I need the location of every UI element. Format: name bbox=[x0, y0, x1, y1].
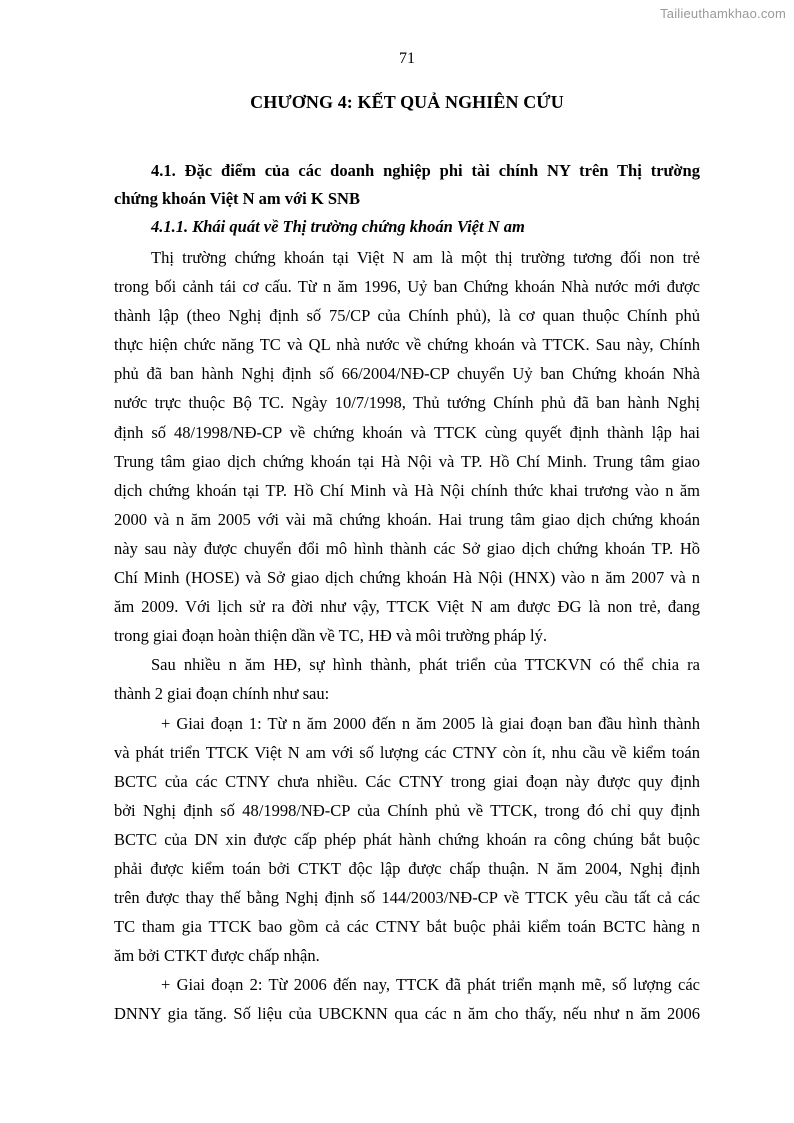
text-line: + Giai đoạn 1: Từ n ăm 2000 đến n ăm 2005 là giai đoạn ban đầu hình thành bbox=[161, 713, 700, 733]
bullet-paragraph bbox=[114, 709, 700, 971]
text-line: dịch chứng khoán tại TP. Hồ Chí Minh và Hà Nội chính thức khai trương vào n ăm bbox=[114, 480, 700, 500]
text-line: + Giai đoạn 2: Từ 2006 đến nay, TTCK đã phát triển mạnh mẽ, số lượng các bbox=[161, 975, 700, 995]
text-line: ăm 2009. Với lịch sử ra đời như vậy, TTCK Việt N am được ĐG là non trẻ, đang bbox=[114, 597, 700, 617]
body-text bbox=[114, 243, 700, 1029]
bullet-paragraph bbox=[114, 970, 700, 1028]
text-line: thành 2 giai đoạn chính như sau: bbox=[114, 684, 330, 704]
body-paragraph bbox=[114, 650, 700, 708]
text-line: trong giai đoạn hoàn thiện dần về TC, HĐ và môi trường pháp lý. bbox=[114, 626, 547, 646]
body-paragraph bbox=[114, 243, 700, 650]
text-line: định số 48/1998/NĐ-CP về chứng khoán và TTCK cùng quyết định thành lập hai bbox=[114, 422, 700, 442]
chapter-title: CHƯƠNG 4: KẾT QUẢ NGHIÊN CỨU bbox=[250, 92, 564, 112]
text-line: 2000 và n ăm 2005 với vài mã chứng khoán. Hai trung tâm giao dịch chứng khoán bbox=[114, 509, 700, 529]
text-line: bởi Nghị định số 48/1998/NĐ-CP của Chính phủ về TTCK, trong đó chỉ quy định bbox=[114, 800, 700, 820]
text-line: nước trực thuộc Bộ TC. Ngày 10/7/1998, Thủ tướng Chính phủ đã ban hành Nghị bbox=[114, 393, 700, 413]
page-number: 71 bbox=[399, 50, 415, 67]
text-line: DNNY gia tăng. Số liệu của UBCKNN qua các n ăm cho thấy, nếu như n ăm 2006 bbox=[114, 1004, 700, 1024]
text-line: phải được kiểm toán bởi CTKT độc lập được chấp thuận. N ăm 2004, Nghị định bbox=[114, 858, 700, 878]
text-line: phủ đã ban hành Nghị định số 66/2004/NĐ-CP chuyển Uỷ ban Chứng khoán Nhà bbox=[114, 364, 700, 384]
section-heading-line-2: chứng khoán Việt N am với K SNB bbox=[114, 189, 360, 208]
subsection-heading: 4.1.1. Khái quát về Thị trường chứng khoán Việt N am bbox=[151, 217, 525, 236]
text-line: Sau nhiều n ăm HĐ, sự hình thành, phát triển của TTCKVN có thể chia ra bbox=[151, 655, 700, 675]
watermark-text: Tailieuthamkhao.com bbox=[660, 6, 786, 21]
text-line: BCTC của các CTNY chưa nhiều. Các CTNY trong giai đoạn này được quy định bbox=[114, 771, 700, 791]
text-line: ăm bởi CTKT được chấp nhận. bbox=[114, 946, 320, 966]
text-line: thành lập (theo Nghị định số 75/CP của Chính phủ), là cơ quan thuộc Chính phủ bbox=[114, 306, 700, 326]
section-heading-line-1: 4.1. Đặc điểm của các doanh nghiệp phi tài chính NY trên Thị trường bbox=[151, 161, 700, 180]
text-line: BCTC của DN xin được cấp phép phát hành chứng khoán ra công chúng bắt buộc bbox=[114, 829, 700, 849]
text-line: Chí Minh (HOSE) và Sở giao dịch chứng khoán Hà Nội (HNX) vào n ăm 2007 và n bbox=[114, 568, 700, 588]
section-heading bbox=[114, 157, 700, 213]
text-line: này sau này được chuyển đổi mô hình thành các Sở giao dịch chứng khoán TP. Hồ bbox=[114, 538, 700, 558]
text-line: và phát triển TTCK Việt N am với số lượng các CTNY còn ít, nhu cầu về kiểm toán bbox=[114, 742, 700, 762]
text-line: trên được thay thế bằng Nghị định số 144/2003/NĐ-CP về TTCK yêu cầu tất cả các bbox=[114, 888, 700, 908]
text-line: Thị trường chứng khoán tại Việt N am là một thị trường tương đối non trẻ bbox=[151, 248, 700, 267]
text-line: trong bối cảnh tái cơ cấu. Từ n ăm 1996, Uỷ ban Chứng khoán Nhà nước mới được bbox=[114, 277, 700, 297]
text-line: thực hiện chức năng TC và QL nhà nước về chứng khoán và TTCK. Sau này, Chính bbox=[114, 335, 700, 355]
text-line: Trung tâm giao dịch chứng khoán tại Hà Nội và TP. Hồ Chí Minh. Trung tâm giao bbox=[114, 451, 700, 471]
text-line: TC tham gia TTCK bao gồm cả các CTNY bắt buộc phải kiểm toán BCTC hàng n bbox=[114, 917, 700, 937]
